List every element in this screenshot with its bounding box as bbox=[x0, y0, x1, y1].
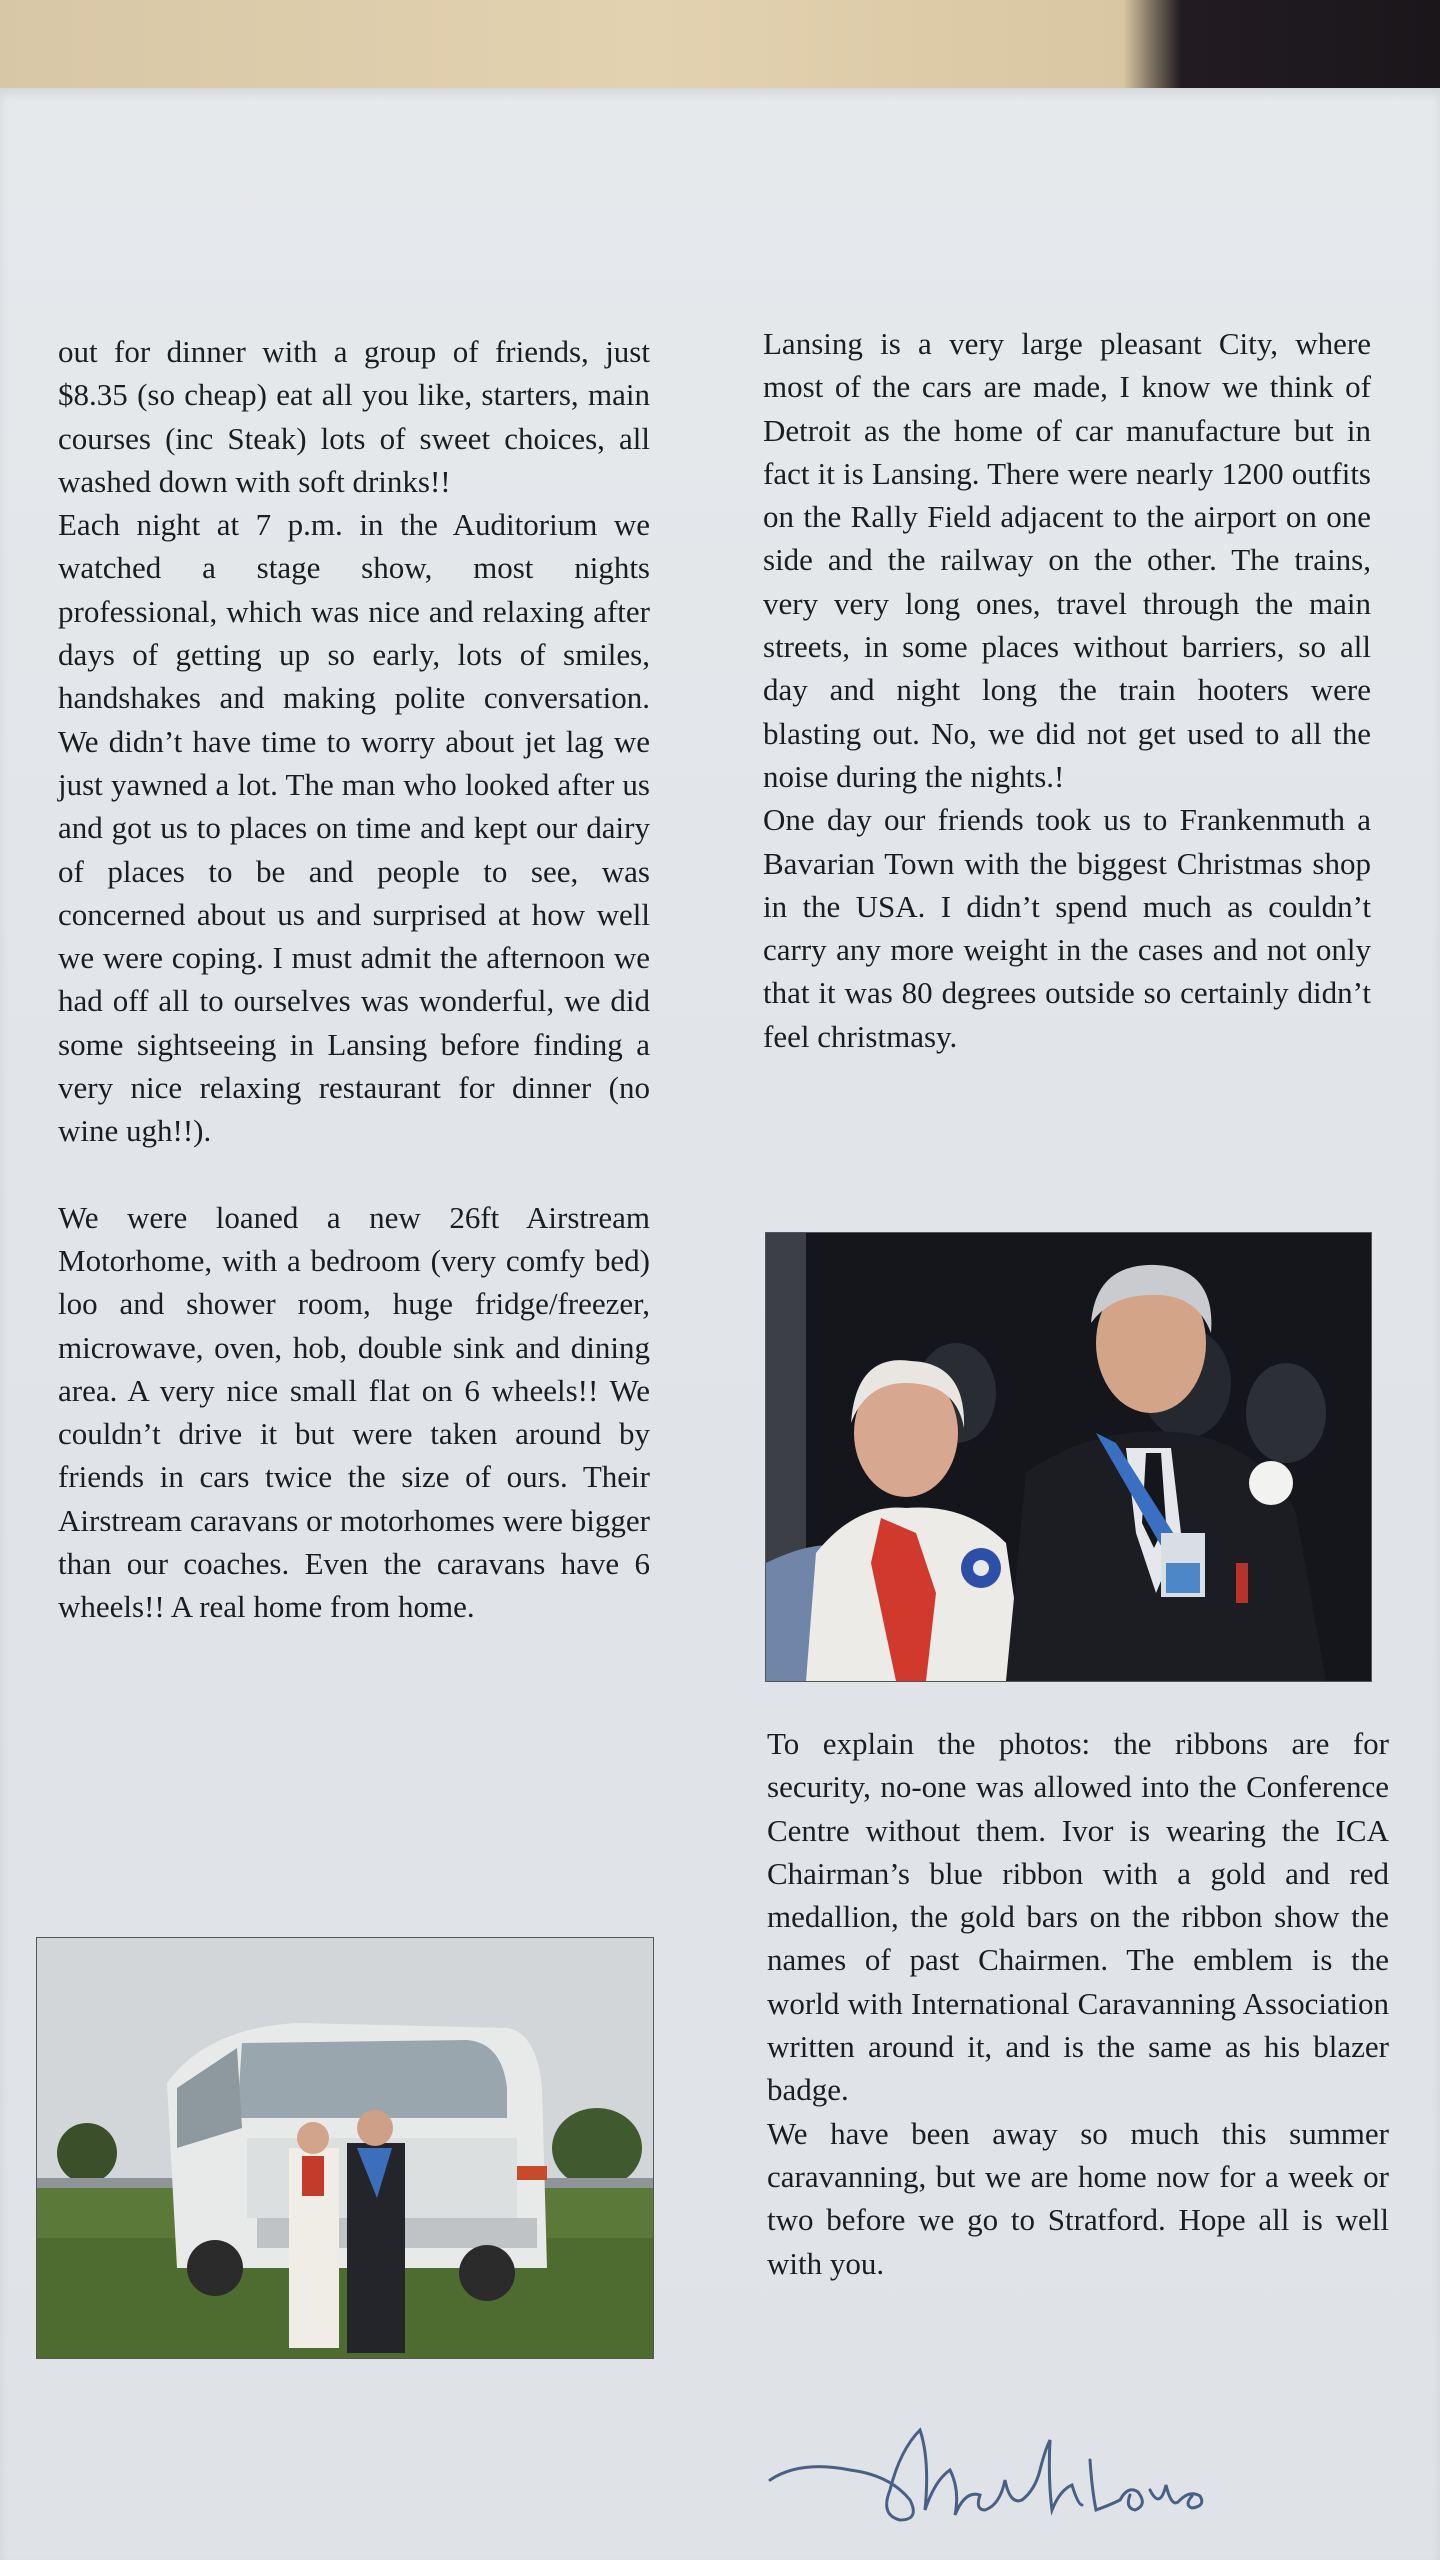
right-paragraph-1: Lansing is a very large pleasant City, where most of the cars are made, I know we think of Detroit as the home of car manufacture but in fact it is Lansing. There were nearly 1200 outfits on the Rally Field adjacent to the airport on one side and the railway on the other. The trains, very very long ones, travel through the main streets, in some places without barriers, so all day and night long the train hooters were blasting out. No, we did not get used to all the noise during the nights.! bbox=[763, 326, 1371, 794]
left-paragraph-3: We were loaned a new 26ft Airstream Motorhome, with a bedroom (very comfy bed) loo and shower room, huge fridge/freezer, microwave, oven, hob, double sink and dining area. A very nice small flat on 6 wheels!! We couldn’t drive it but were taken around by friends in cars twice the size of ours. Their Airstream caravans or motorhomes were bigger than our coaches. Even the caravans have 6 wheels!! A real home from home. bbox=[58, 1199, 650, 1625]
left-column bbox=[58, 330, 650, 1629]
right-paragraph-3: To explain the photos: the ribbons are for security, no-one was allowed into the Conference Centre without them. Ivor is wearing the ICA Chairman’s blue ribbon with a gold and red medallion, the gold bars on the ribbon show the names of past Chairmen. The emblem is the world with International Caravanning Association written around it, and is the same as his blazer badge. bbox=[767, 1726, 1389, 2108]
couple-at-conference-photo bbox=[765, 1232, 1372, 1682]
right-column-top bbox=[763, 322, 1371, 1058]
handwritten-signature bbox=[760, 2410, 1220, 2550]
right-column-bottom bbox=[767, 1722, 1389, 2285]
paragraph-gap bbox=[58, 1153, 650, 1196]
right-paragraph-4: We have been away so much this summer caravanning, but we are home now for a week or two before we go to Stratford. Hope all is well with you. bbox=[767, 2115, 1389, 2281]
right-paragraph-2: One day our friends took us to Frankenmuth a Bavarian Town with the biggest Christmas shop in the USA. I didn’t spend much as couldn’t carry any more weight in the cases and not only that it was 80 degrees outside so certainly didn’t feel christmasy. bbox=[763, 802, 1371, 1054]
motorhome-photo bbox=[36, 1937, 654, 2359]
left-paragraph-1: out for dinner with a group of friends, just $8.35 (so cheap) eat all you like, starters, main courses (inc Steak) lots of sweet choices, all washed down with soft drinks!! bbox=[58, 334, 650, 499]
left-paragraph-2: Each night at 7 p.m. in the Auditorium we watched a stage show, most nights professional, which was nice and relaxing after days of getting up so early, lots of smiles, handshakes and making polite conversation. We didn’t have time to worry about jet lag we just yawned a lot. The man who looked after us and got us to places on time and kept our dairy of places to be and people to see, was concerned about us and surprised at how well we were coping. I must admit the afternoon we had off all to ourselves was wonderful, we did some sightseeing in Lansing before finding a very nice relaxing restaurant for dinner (no wine ugh!!). bbox=[58, 507, 650, 1149]
